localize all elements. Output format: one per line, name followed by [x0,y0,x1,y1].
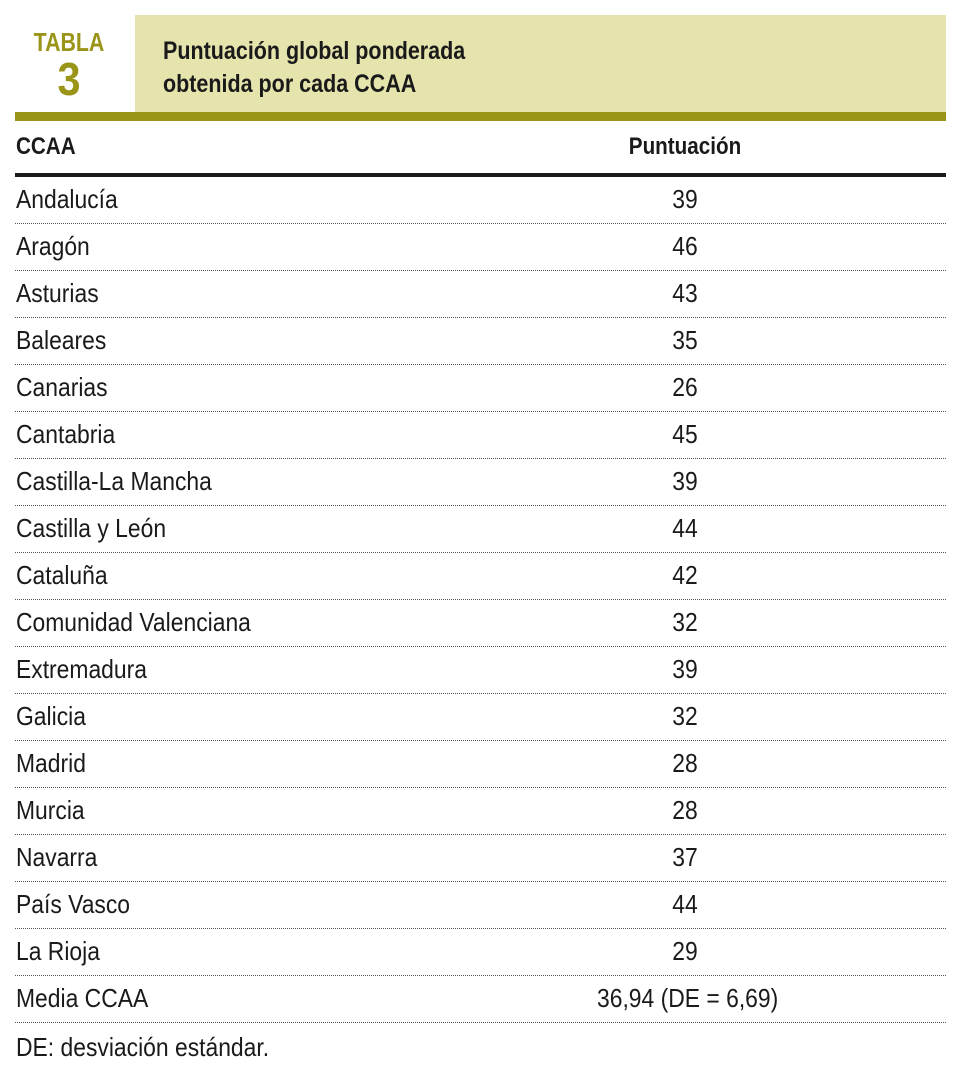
row-score: 26 [672,372,698,402]
row-ccaa: Castilla y León [16,513,167,543]
row-ccaa: La Rioja [16,936,100,966]
row-score: 42 [672,560,698,590]
table-row [15,177,946,224]
row-score: 45 [672,419,698,449]
row-score: 43 [672,278,698,308]
table-label-box [15,15,133,112]
row-ccaa: Baleares [16,325,107,355]
table-number: 3 [57,53,81,105]
row-score: 32 [672,607,698,637]
table-row [15,224,946,271]
table-row [15,318,946,365]
row-ccaa: Cantabria [16,419,116,449]
table-row [15,412,946,459]
row-score: 46 [672,231,698,261]
table-row [15,882,946,929]
row-score: 37 [672,842,698,872]
row-score: 35 [672,325,698,355]
row-ccaa: Murcia [16,795,85,825]
table-row-mean [15,976,946,1023]
row-ccaa: Madrid [16,748,86,778]
row-score: 29 [672,936,698,966]
table-row [15,506,946,553]
header-divider [15,112,946,121]
row-ccaa: Media CCAA [16,983,149,1013]
table-row [15,835,946,882]
row-ccaa: Canarias [16,372,108,402]
table-row [15,694,946,741]
table-row [15,600,946,647]
row-score: 39 [672,654,698,684]
row-ccaa: Aragón [16,231,90,261]
table-row [15,647,946,694]
row-score: 28 [672,748,698,778]
row-score: 36,94 (DE = 6,69) [597,983,779,1013]
row-ccaa: Comunidad Valenciana [16,607,251,637]
row-score: 28 [672,795,698,825]
row-score: 39 [672,184,698,214]
table-title-line-2: obtenida por cada CCAA [163,70,417,98]
row-score: 32 [672,701,698,731]
row-ccaa: Asturias [16,278,99,308]
row-score: 44 [672,513,698,543]
table-title-line-1: Puntuación global ponderada [163,37,466,65]
table-body [15,177,946,1023]
row-ccaa: Extremadura [16,654,147,684]
row-ccaa: Andalucía [16,184,118,214]
table-row [15,929,946,976]
table-row [15,788,946,835]
row-score: 44 [672,889,698,919]
table-row [15,459,946,506]
row-ccaa: Galicia [16,701,86,731]
table-header [15,15,946,112]
row-ccaa: Navarra [16,842,98,872]
row-score: 39 [672,466,698,496]
column-header-puntuacion: Puntuación [628,133,742,160]
column-header-ccaa: CCAA [16,133,76,160]
row-ccaa: País Vasco [16,889,131,919]
table-footnote: DE: desviación estándar. [16,1032,270,1062]
table-row [15,271,946,318]
table-row [15,365,946,412]
row-ccaa: Castilla-La Mancha [16,466,212,496]
row-ccaa: Cataluña [16,560,108,590]
table-title-box [135,15,946,112]
table-row [15,553,946,600]
table-label-word: TABLA [33,27,105,57]
table-row [15,741,946,788]
